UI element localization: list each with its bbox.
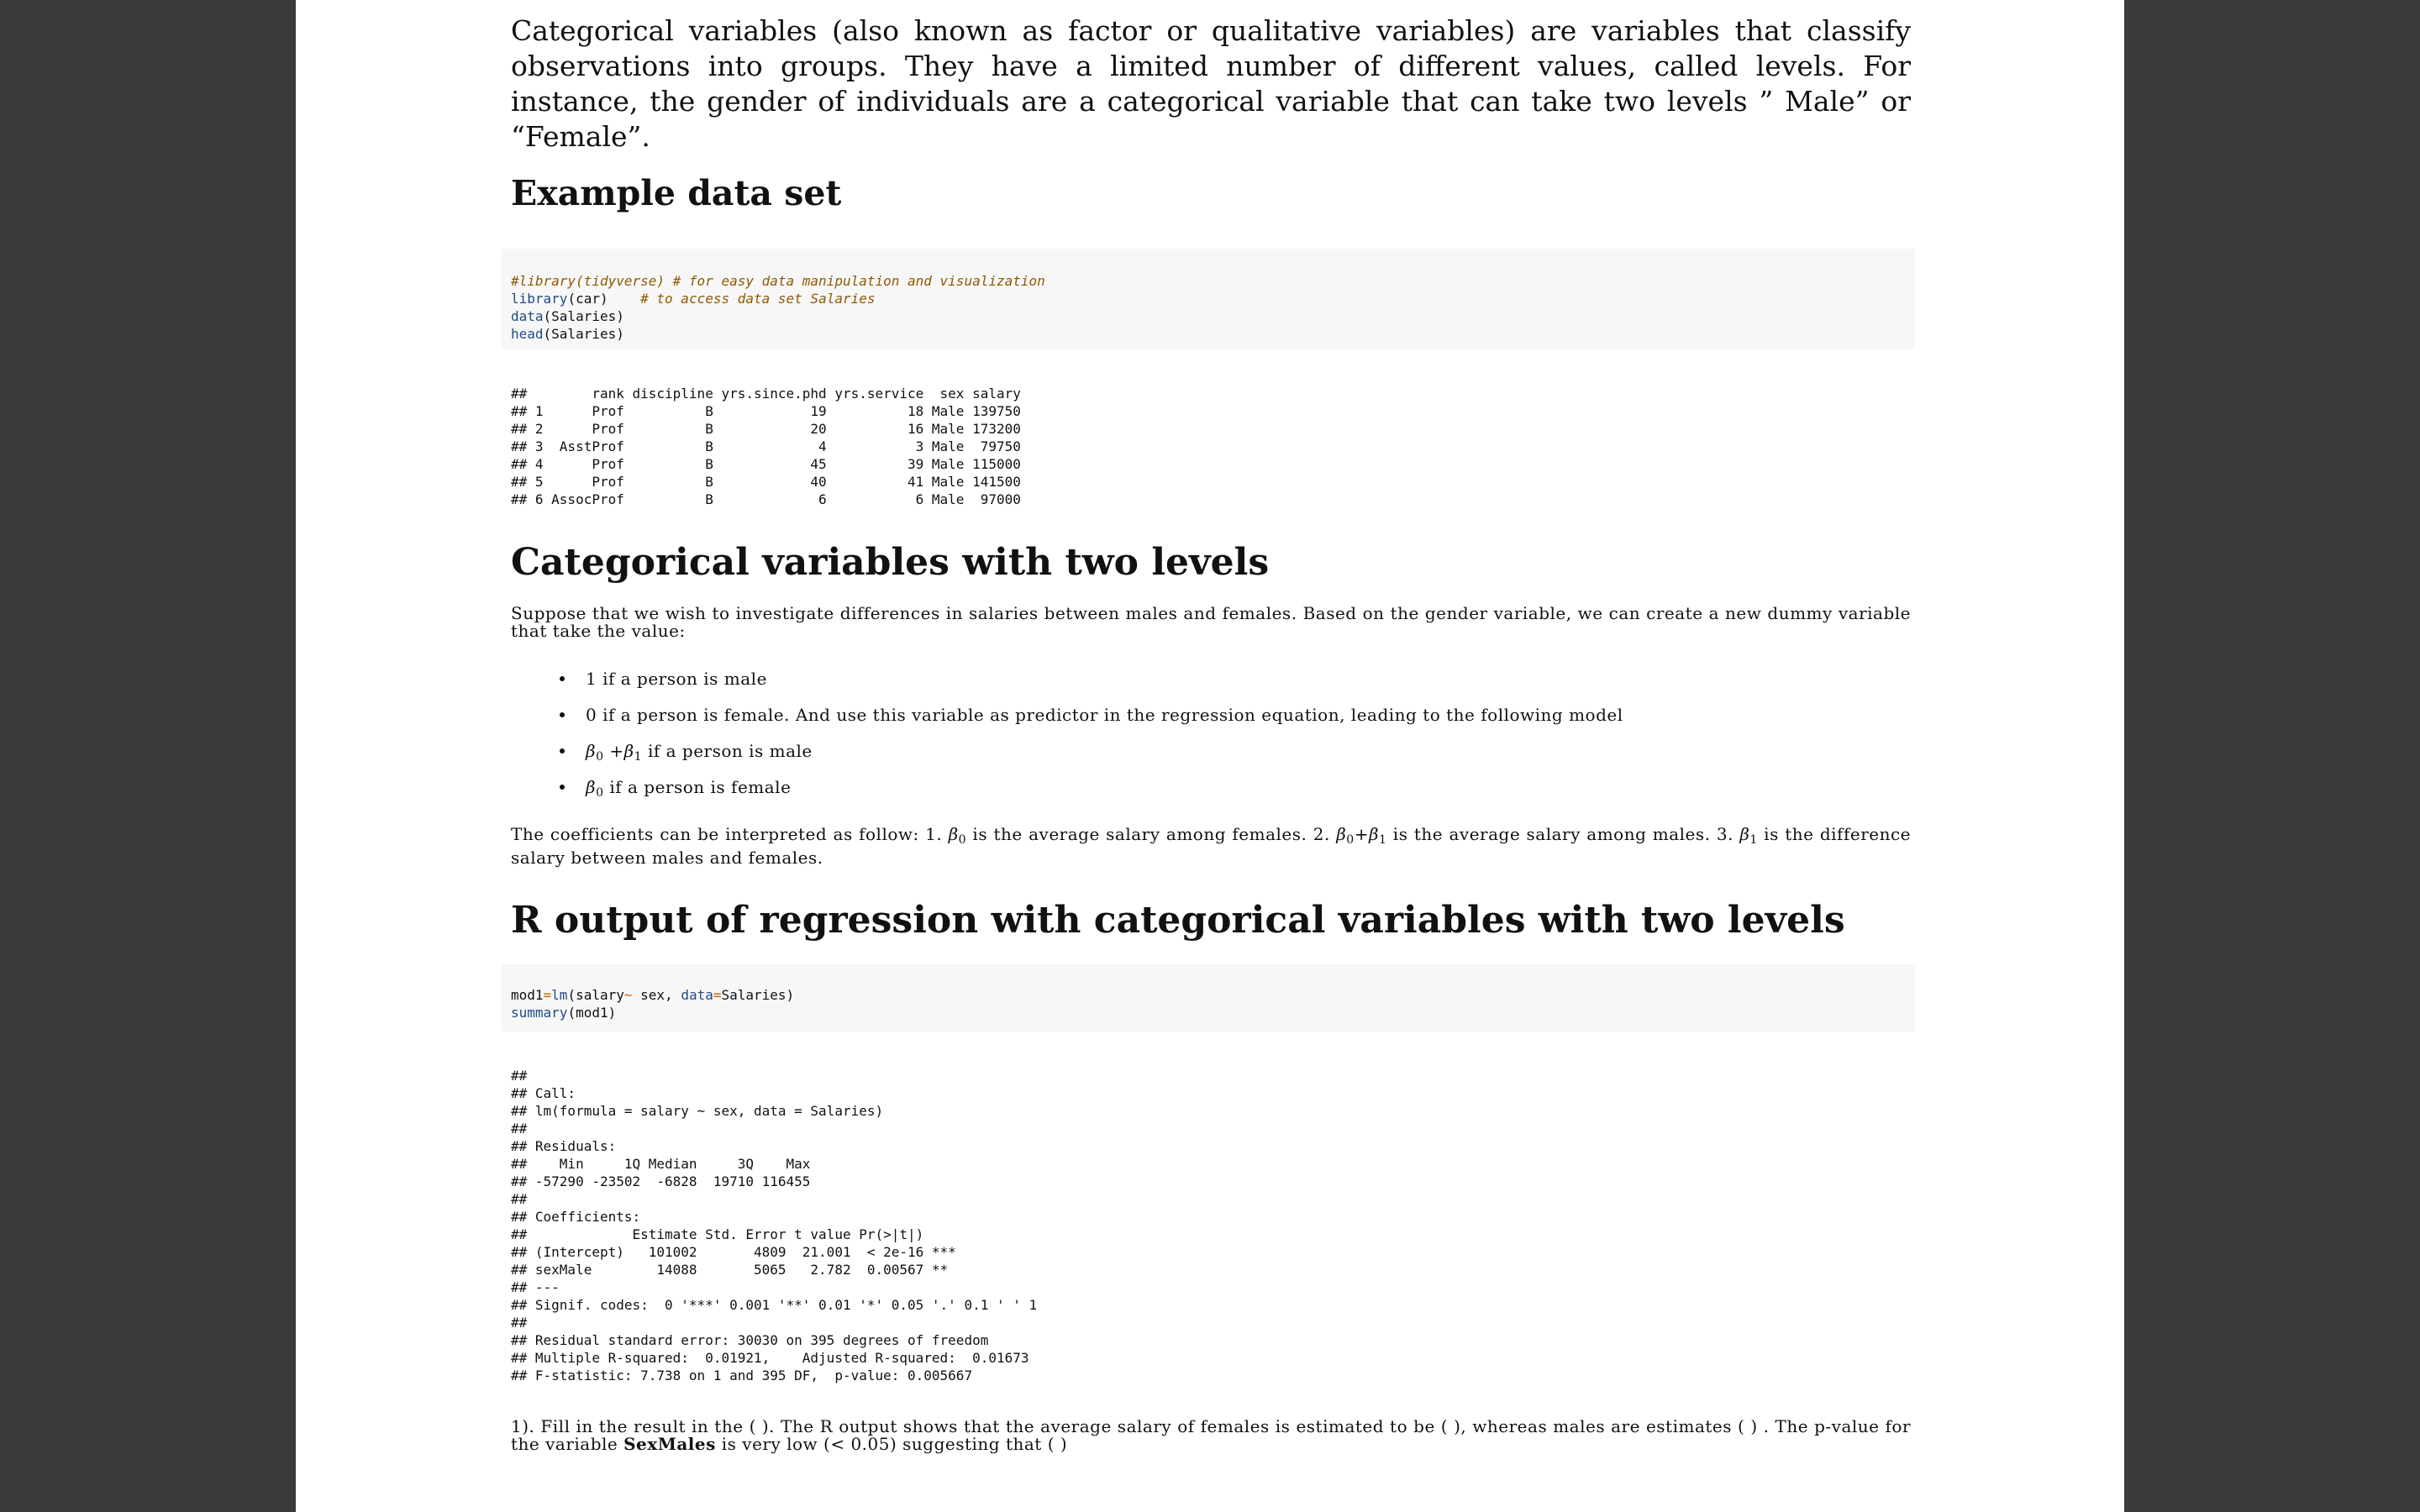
code-fn-lm: lm [551, 987, 568, 1003]
output-head-salaries [511, 385, 1021, 508]
math-subscript: 1 [1749, 833, 1758, 847]
list-item [511, 705, 1911, 741]
coefficients-paragraph [511, 826, 1911, 867]
code-block-load-data [502, 249, 1915, 349]
output-line: ## 6 AssocProf B 6 6 Male 97000 [511, 491, 1021, 507]
output-line: ## Call: [511, 1085, 576, 1101]
math-beta: β [586, 741, 597, 761]
math-subscript: 1 [1379, 833, 1387, 847]
code-operator: = [543, 987, 552, 1003]
code-keyword: data [681, 987, 713, 1003]
code-load-data [511, 272, 1915, 343]
bullet-list [511, 669, 1911, 813]
bullet-dot [560, 785, 565, 790]
code-block-regression [502, 964, 1915, 1032]
code-text: (salary [567, 987, 624, 1003]
list-item [511, 777, 1911, 813]
list-item-text: if a person is male [642, 741, 813, 761]
code-text: mod1 [511, 987, 544, 1003]
code-fn-head: head [511, 326, 544, 342]
code-regression [511, 986, 1915, 1021]
output-line: ## [511, 1191, 528, 1207]
code-fn-library: library [511, 291, 568, 307]
output-line: ## Residual standard error: 30030 on 395 degrees of freedom [511, 1332, 989, 1348]
math-beta: β [586, 777, 597, 797]
output-line: ## sexMale 14088 5065 2.782 0.00567 ** [511, 1262, 949, 1278]
output-line: ## Residuals: [511, 1138, 617, 1154]
code-text: sex, [632, 987, 681, 1003]
exercise-paragraph [511, 1418, 1911, 1453]
output-line: ## Coefficients: [511, 1209, 641, 1225]
list-item [511, 669, 1911, 705]
code-operator: = [713, 987, 722, 1003]
output-line: ## (Intercept) 101002 4809 21.001 < 2e-16 *** [511, 1244, 956, 1260]
output-line: ## F-statistic: 7.738 on 1 and 395 DF, p-value: 0.005667 [511, 1368, 973, 1383]
output-line: ## Min 1Q Median 3Q Max [511, 1156, 811, 1172]
bullet-dot [560, 712, 565, 717]
output-line: ## rank discipline yrs.since.phd yrs.service sex salary [511, 386, 1021, 402]
para-text: 1). Fill in the result in the ( ). The R output shows that the average salary of females is estimated to be ( ), whereas males are estimates ( ) . The p-value for the variable [511, 1416, 1911, 1454]
code-operator: ~ [623, 987, 633, 1003]
math-subscript: 0 [958, 833, 967, 847]
code-text: (mod1) [567, 1005, 617, 1021]
code-fn-summary: summary [511, 1005, 568, 1021]
math-subscript: 1 [634, 750, 643, 764]
output-line: ## -57290 -23502 -6828 19710 116455 [511, 1173, 811, 1189]
intro-paragraph: Categorical variables (also known as factor or qualitative variables) are variables that classify observations into groups. They have a limited number of different values, called levels. For instance, the gender of individuals are a categorical variable that can take two levels ” Male” or “Female”. [511, 14, 1911, 153]
output-line: ## Estimate Std. Error t value Pr(>|t|) [511, 1226, 924, 1242]
para-text: is very low (< 0.05) suggesting that ( ) [715, 1434, 1068, 1454]
para-text: The coefficients can be interpreted as follow: 1. [511, 824, 949, 844]
bullet-dot [560, 748, 565, 753]
bullet-dot [560, 676, 565, 681]
output-line: ## 3 AsstProf B 4 3 Male 79750 [511, 438, 1021, 454]
math-beta: β [948, 824, 959, 844]
math-beta: β [1739, 824, 1750, 844]
output-line: ## Signif. codes: 0 '***' 0.001 '**' 0.01 '*' 0.05 '.' 0.1 ' ' 1 [511, 1297, 1038, 1313]
para-text: is the difference salary between males and females. [511, 824, 1912, 868]
section-title-r-output: R output of regression with categorical variables with two levels [511, 899, 1845, 942]
list-item-text: 0 if a person is female. And use this variable as predictor in the regression equation, leading to the following model [586, 705, 1623, 725]
math-beta: β [1368, 824, 1380, 844]
output-line: ## Multiple R-squared: 0.01921, Adjusted R-squared: 0.01673 [511, 1350, 1029, 1366]
math-subscript: 0 [1346, 833, 1355, 847]
document-page [296, 0, 2124, 1512]
math-plus: + [1354, 824, 1369, 844]
output-line: ## [511, 1121, 528, 1137]
code-text: (Salaries) [543, 326, 624, 342]
math-beta: β [1336, 824, 1347, 844]
variable-name: SexMales [623, 1434, 716, 1454]
math-subscript: 0 [596, 750, 604, 764]
output-line: ## 4 Prof B 45 39 Male 115000 [511, 456, 1021, 472]
math-beta: β [623, 741, 634, 761]
math-subscript: 0 [596, 786, 604, 800]
output-line: ## 5 Prof B 40 41 Male 141500 [511, 474, 1021, 490]
math-plus: + [603, 741, 624, 761]
code-text: (car) [567, 291, 641, 307]
code-text: Salaries) [721, 987, 795, 1003]
list-item [511, 741, 1911, 777]
output-line: ## 1 Prof B 19 18 Male 139750 [511, 403, 1021, 419]
suppose-paragraph: Suppose that we wish to investigate differences in salaries between males and females. Based on the gender variable, we can create a new dummy variable that take the value: [511, 603, 1911, 641]
output-regression-summary [511, 1067, 1037, 1384]
output-line: ## 2 Prof B 20 16 Male 173200 [511, 421, 1021, 437]
output-line: ## --- [511, 1279, 560, 1295]
para-text: is the average salary among females. 2. [966, 824, 1337, 844]
list-item-text: 1 if a person is male [586, 669, 767, 689]
output-line: ## [511, 1068, 528, 1084]
section-title-example: Example data set [511, 173, 842, 213]
list-item-text: if a person is female [603, 777, 792, 797]
output-line: ## lm(formula = salary ~ sex, data = Salaries) [511, 1103, 884, 1119]
code-text: (Salaries) [543, 308, 624, 324]
code-comment: # to access data set Salaries [640, 291, 876, 307]
para-text: is the average salary among males. 3. [1386, 824, 1740, 844]
output-line: ## [511, 1315, 528, 1331]
code-comment: #library(tidyverse) # for easy data manipulation and visualization [511, 273, 1045, 289]
section-title-two-levels: Categorical variables with two levels [511, 541, 1270, 584]
code-fn-data: data [511, 308, 544, 324]
